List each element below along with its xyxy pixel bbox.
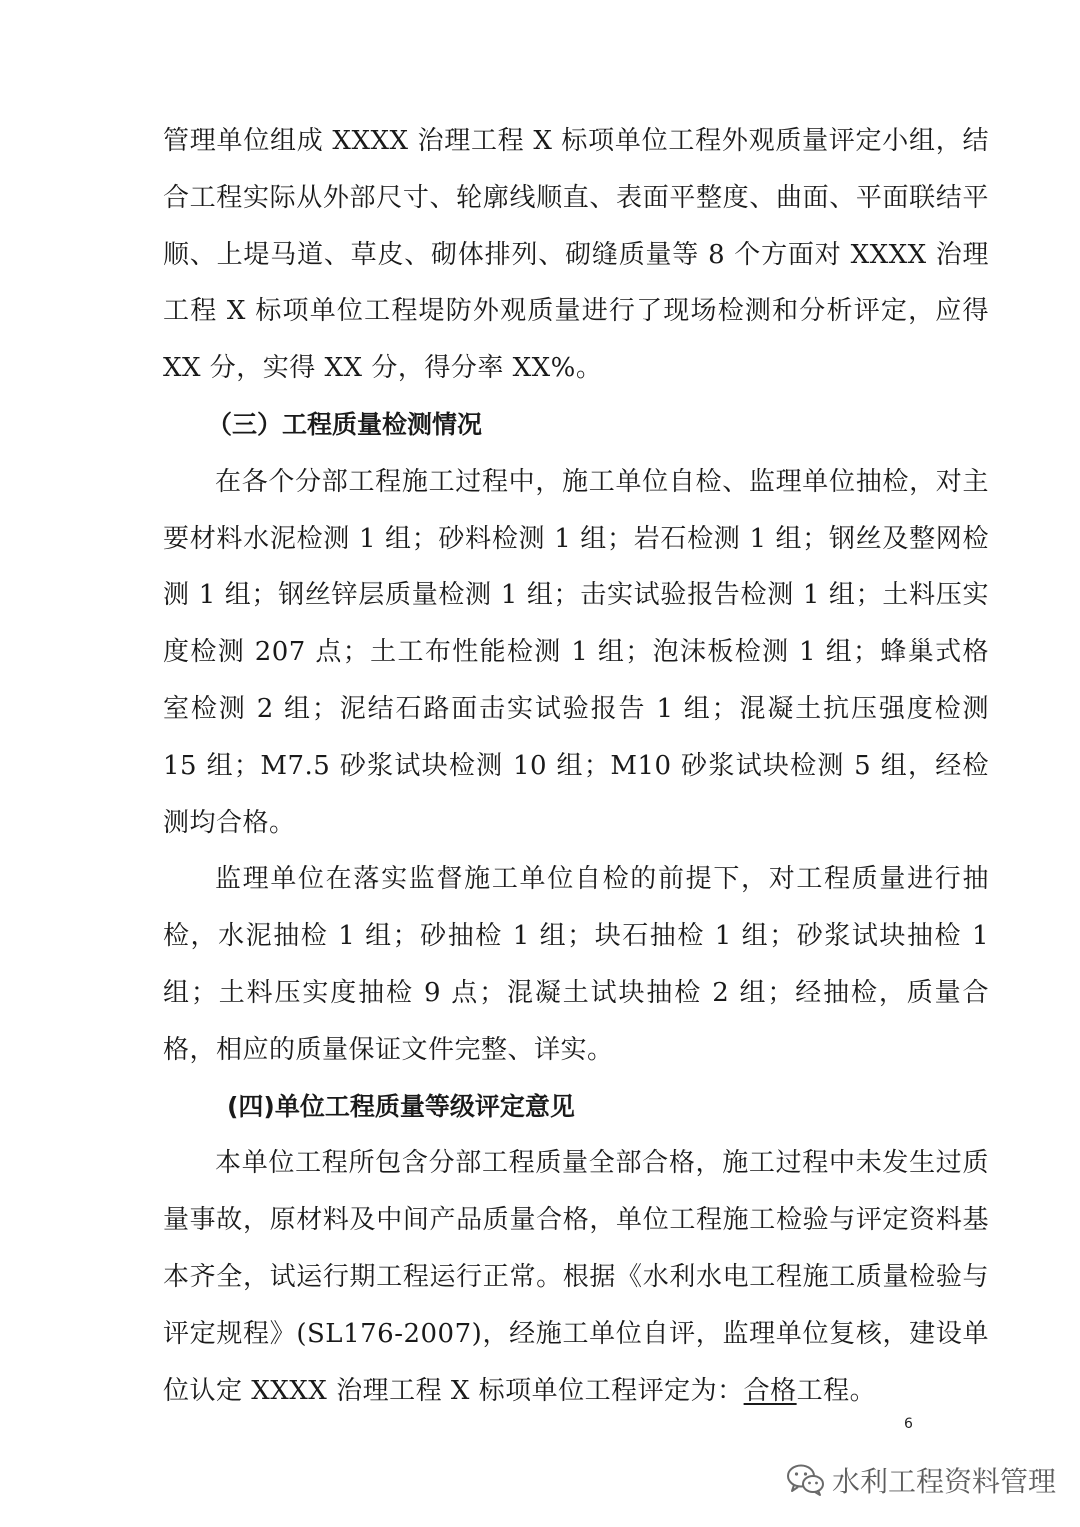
document-body xyxy=(163,113,989,1419)
paragraph-appearance-quality: 管理单位组成 XXXX 治理工程 X 标项单位工程外观质量评定小组，结合工程实际从外部尺寸、轮廓线顺直、表面平整度、曲面、平面联结平顺、上堤马道、草皮、砌体排列、砌缝质量等 8 个方面对 XXXX 治理工程 X 标项单位工程堤防外观质量进行了现场检测和分析评定，应得 XX 分，实得 XX 分，得分率 XX%。 xyxy=(163,126,989,384)
paragraph-quality-grade xyxy=(163,1135,989,1419)
watermark xyxy=(786,1460,1056,1500)
grade-text: 本单位工程所包含分部工程质量全部合格，施工过程中未发生过质量事故，原材料及中间产品质量合格，单位工程施工检验与评定资料基本齐全，试运行期工程运行正常。根据《水利水电工程施工质量检验与评定规程》(SL176-2007)，经施工单位自评，监理单位复核，建设单位认定 XXXX 治理工程 X 标项单位工程评定为： xyxy=(163,1148,989,1406)
paragraph-supervision-sampling: 监理单位在落实监督施工单位自检的前提下，对工程质量进行抽检，水泥抽检 1 组；砂抽检 1 组；块石抽检 1 组；砂浆试块抽检 1 组；土料压实度抽检 9 点；混凝土试块抽检 2 组；经抽检，质量合格，相应的质量保证文件完整、详实。 xyxy=(163,864,989,1065)
watermark-text: 水利工程资料管理 xyxy=(832,1465,1057,1498)
grade-result: 合格 xyxy=(743,1375,797,1406)
paragraph-quality-testing: 在各个分部工程施工过程中，施工单位自检、监理单位抽检，对主要材料水泥检测 1 组；砂料检测 1 组；岩石检测 1 组；钢丝及整网检测 1 组；钢丝锌层质量检测 1 组；击实试验报告检测 1 组；土料压实度检测 207 点；土工布性能检测 1 组；泡沫板检测 1 组；蜂巢式格室检测 2 组；泥结石路面击实试验报告 1 组；混凝土抗压强度检测 15 组；M7.5 砂浆试块检测 10 组；M10 砂浆试块检测 5 组，经检测均合格。 xyxy=(163,466,989,838)
section-heading-3: （三）工程质量检测情况 xyxy=(207,409,483,439)
page-number: 6 xyxy=(904,1416,913,1432)
section-heading-4: (四)单位工程质量等级评定意见 xyxy=(227,1091,575,1121)
grade-text-end: 工程。 xyxy=(796,1375,877,1406)
wechat-icon xyxy=(786,1463,826,1497)
